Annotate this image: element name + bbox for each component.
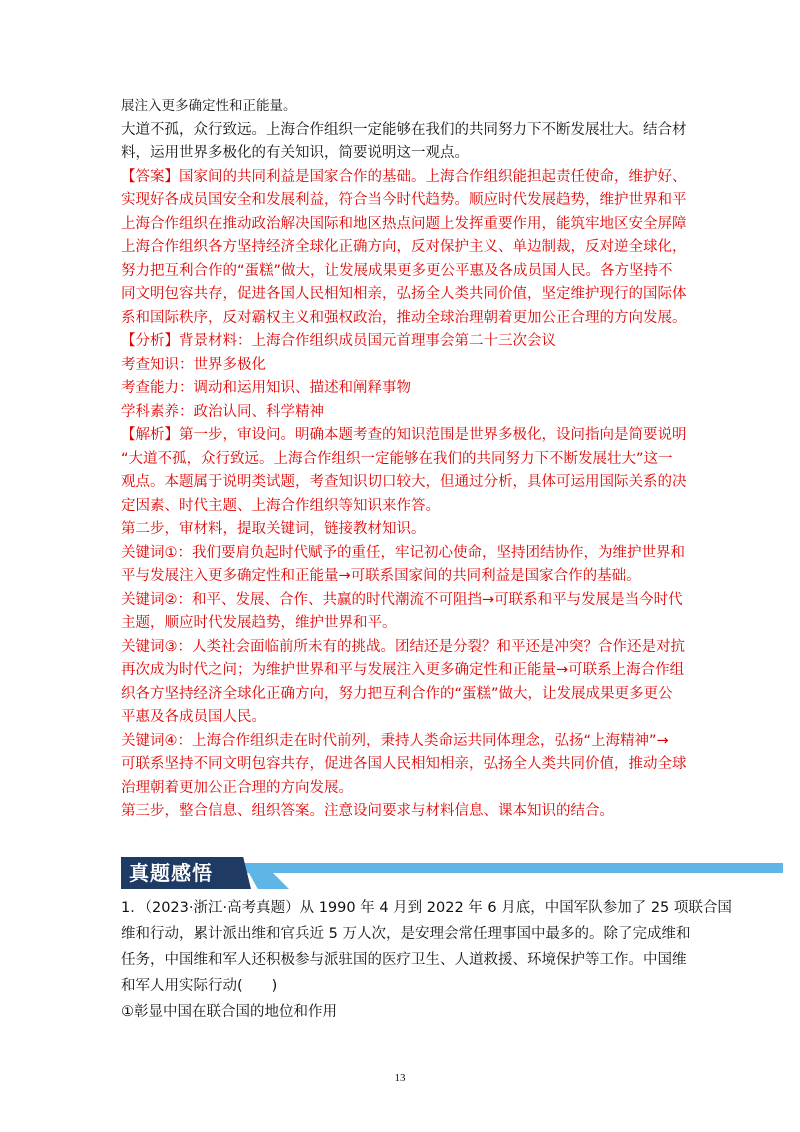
question-line: 和军人用实际行动( ) [121, 978, 278, 994]
text-line: 平惠及各成员国人民。 [121, 709, 266, 725]
text-line: 考查知识：世界多极化 [121, 356, 266, 373]
question-line: 1．（2023·浙江·高考真题）从 1990 年 4 月到 2022 年 6 月底，中国军队参加了 25 项联合国 [121, 900, 732, 916]
text-line: 第二步，审材料，提取关键词，链接教材知识。 [121, 521, 426, 537]
text-line: 【答案】国家间的共同利益是国家合作的基础。上海合作组织能担起责任使命，维护好、 [121, 168, 687, 185]
text-line: 第三步，整合信息、组织答案。注意设问要求与材料信息、课本知识的结合。 [121, 803, 614, 819]
text-line: 关键词①：我们要肩负起时代赋予的重任，牢记初心使命，坚持团结协作，为维护世界和 [121, 544, 685, 561]
text-line: 学科素养：政治认同、科学精神 [121, 403, 324, 420]
text-line: 上海合作组织各方坚持经济全球化正确方向，反对保护主义、单边制裁，反对逆全球化， [121, 239, 687, 255]
page-number: 13 [394, 1072, 406, 1084]
text-line: 治理朝着更加公正合理的方向发展。 [121, 779, 353, 796]
section-banner [121, 857, 783, 889]
text-line: 上海合作组织在推动政治解决国际和地区热点问题上发挥重要作用，能筑牢地区安全屏障 [121, 215, 687, 232]
text-line: 关键词②：和平、发展、合作、共赢的时代潮流不可阻挡→可联系和平与发展是当今时代 [121, 591, 683, 608]
text-line: 可联系坚持不同文明包容共存，促进各国人民相知相亲，弘扬全人类共同价值，推动全球 [121, 756, 687, 772]
section-title: 真题感悟 [129, 861, 213, 885]
text-line: 织各方坚持经济全球化正确方向，努力把互利合作的“蛋糕”做大，让发展成果更多更公 [121, 685, 673, 702]
solution-text [121, 95, 687, 824]
question-block [121, 895, 732, 1025]
text-line: 观点。本题属于说明类试题，考查知识切口较大，但通过分析，具体可运用国际关系的决 [121, 474, 687, 490]
question-line: 任务，中国维和军人还积极参与派驻国的医疗卫生、人道救援、环境保护等工作。中国维 [121, 952, 687, 968]
question-line: ①彰显中国在联合国的地位和作用 [121, 1004, 337, 1020]
text-line: 关键词③：人类社会面临前所未有的挑战。团结还是分裂？和平还是冲突？合作还是对抗 [121, 638, 685, 655]
text-line: 【解析】第一步，审设问。明确本题考查的知识范围是世界多极化，设问指向是简要说明 [121, 427, 687, 443]
text-line: 关键词④：上海合作组织走在时代前列，秉持人类命运共同体理念，弘扬“上海精神”→ [121, 732, 669, 749]
text-line: 考查能力：调动和运用知识、描述和阐释事物 [121, 380, 411, 396]
text-line: 【分析】背景材料：上海合作组织成员国元首理事会第二十三次会议 [121, 333, 556, 349]
text-line: 努力把互利合作的“蛋糕”做大，让发展成果更多更公平惠及各成员国人民。各方坚持不 [121, 262, 673, 279]
banner-accent [249, 873, 289, 889]
text-line: 实现好各成员国安全和发展利益，符合当今时代趋势。顺应时代发展趋势，维护世界和平 [121, 192, 687, 208]
text-line: 料，运用世界多极化的有关知识，简要说明这一观点。 [121, 145, 469, 161]
text-line: 展注入更多确定性和正能量。 [121, 98, 297, 114]
text-line: 再次成为时代之问；为维护世界和平与发展注入更多确定性和正能量→可联系上海合作组 [121, 662, 685, 678]
text-line: “大道不孤，众行致远。上海合作组织一定能够在我们的共同努力下不断发展壮大”这一 [121, 450, 673, 467]
text-line: 大道不孤，众行致远。上海合作组织一定能够在我们的共同努力下不断发展壮大。结合材 [121, 121, 687, 138]
text-line: 平与发展注入更多确定性和正能量→可联系国家间的共同利益是国家合作的基础。 [121, 568, 641, 584]
text-line: 定因素、时代主题、上海合作组织等知识来作答。 [121, 497, 440, 514]
text-line: 系和国际秩序，反对霸权主义和强权政治，推动全球治理朝着更加公正合理的方向发展。 [121, 309, 687, 326]
question-line: 维和行动，累计派出维和官兵近 5 万人次，是安理会常任理事国中最多的。除了完成维和 [121, 926, 691, 942]
text-line: 主题，顺应时代发展趋势，维护世界和平。 [121, 615, 397, 631]
text-line: 同文明包容共存，促进各国人民相知相亲，弘扬全人类共同价值，坚定维护现行的国际体 [121, 286, 687, 302]
